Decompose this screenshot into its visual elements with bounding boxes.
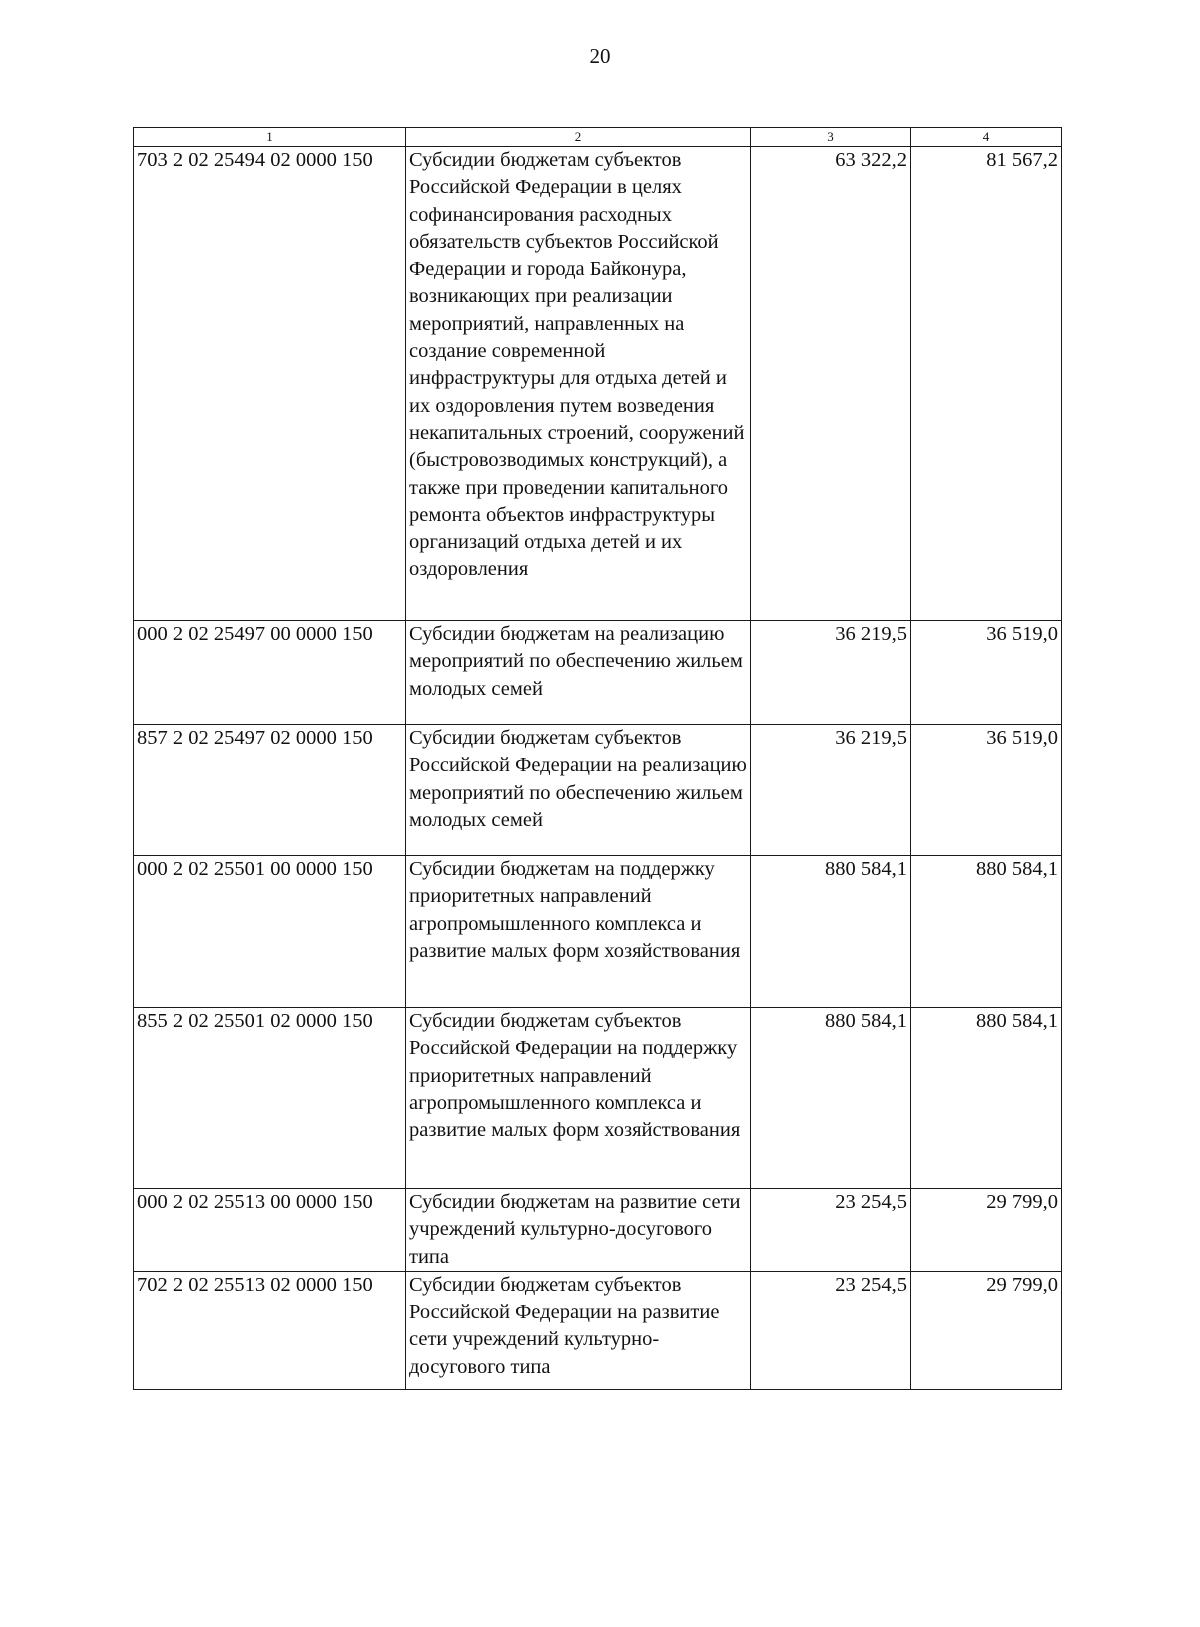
table-row [134, 147, 1062, 621]
amount-col4-cell: 36 519,0 [911, 725, 1062, 856]
table-row [134, 1008, 1062, 1189]
budget-code-cell: 000 2 02 25501 00 0000 150 [134, 856, 406, 1008]
column-header-4: 4 [911, 128, 1062, 147]
table-row [134, 1271, 1062, 1389]
column-header-3: 3 [751, 128, 911, 147]
column-header-1: 1 [134, 128, 406, 147]
revenue-name-cell: Субсидии бюджетам субъектов Российской Федерации в целях софинансирования расходных обязательств субъектов Российской Федерации и города Байконура, возникающих при реализации мероприятий, направленных на создание современной инфраструктуры для отдыха детей и их оздоровления путем возведения некапитальных строений, сооружений (быстровозводимых конструкций), а также при проведении капитального ремонта объектов инфраструктуры организаций отдыха детей и их оздоровления [406, 147, 751, 621]
amount-col3-cell: 36 219,5 [751, 725, 911, 856]
amount-col3-cell: 23 254,5 [751, 1189, 911, 1272]
amount-col3-cell: 23 254,5 [751, 1271, 911, 1389]
budget-code-cell: 857 2 02 25497 02 0000 150 [134, 725, 406, 856]
budget-code-cell: 703 2 02 25494 02 0000 150 [134, 147, 406, 621]
amount-col4-cell: 880 584,1 [911, 856, 1062, 1008]
amount-col4-cell: 29 799,0 [911, 1189, 1062, 1272]
revenue-name-cell: Субсидии бюджетам на развитие сети учреждений культурно-досугового типа [406, 1189, 751, 1272]
amount-col3-cell: 36 219,5 [751, 621, 911, 725]
table-row [134, 856, 1062, 1008]
revenue-name-cell: Субсидии бюджетам на реализацию мероприятий по обеспечению жильем молодых семей [406, 621, 751, 725]
budget-code-cell: 702 2 02 25513 02 0000 150 [134, 1271, 406, 1389]
revenue-name-cell: Субсидии бюджетам субъектов Российской Федерации на развитие сети учреждений культурно-досугового типа [406, 1271, 751, 1389]
amount-col3-cell: 63 322,2 [751, 147, 911, 621]
revenue-name-cell: Субсидии бюджетам субъектов Российской Федерации на поддержку приоритетных направлений агропромышленного комплекса и развитие малых форм хозяйствования [406, 1008, 751, 1189]
column-header-2: 2 [406, 128, 751, 147]
amount-col4-cell: 29 799,0 [911, 1271, 1062, 1389]
table-header-row [134, 128, 1062, 147]
amount-col3-cell: 880 584,1 [751, 1008, 911, 1189]
revenue-name-cell: Субсидии бюджетам на поддержку приоритетных направлений агропромышленного комплекса и развитие малых форм хозяйствования [406, 856, 751, 1008]
budget-code-cell: 000 2 02 25497 00 0000 150 [134, 621, 406, 725]
table-row [134, 725, 1062, 856]
revenue-name-cell: Субсидии бюджетам субъектов Российской Федерации на реализацию мероприятий по обеспечению жильем молодых семей [406, 725, 751, 856]
amount-col4-cell: 36 519,0 [911, 621, 1062, 725]
table-row [134, 1189, 1062, 1272]
table-row [134, 621, 1062, 725]
budget-code-cell: 855 2 02 25501 02 0000 150 [134, 1008, 406, 1189]
budget-code-cell: 000 2 02 25513 00 0000 150 [134, 1189, 406, 1272]
amount-col4-cell: 81 567,2 [911, 147, 1062, 621]
amount-col4-cell: 880 584,1 [911, 1008, 1062, 1189]
amount-col3-cell: 880 584,1 [751, 856, 911, 1008]
page-number: 20 [589, 44, 611, 68]
budget-table [133, 127, 1062, 1390]
